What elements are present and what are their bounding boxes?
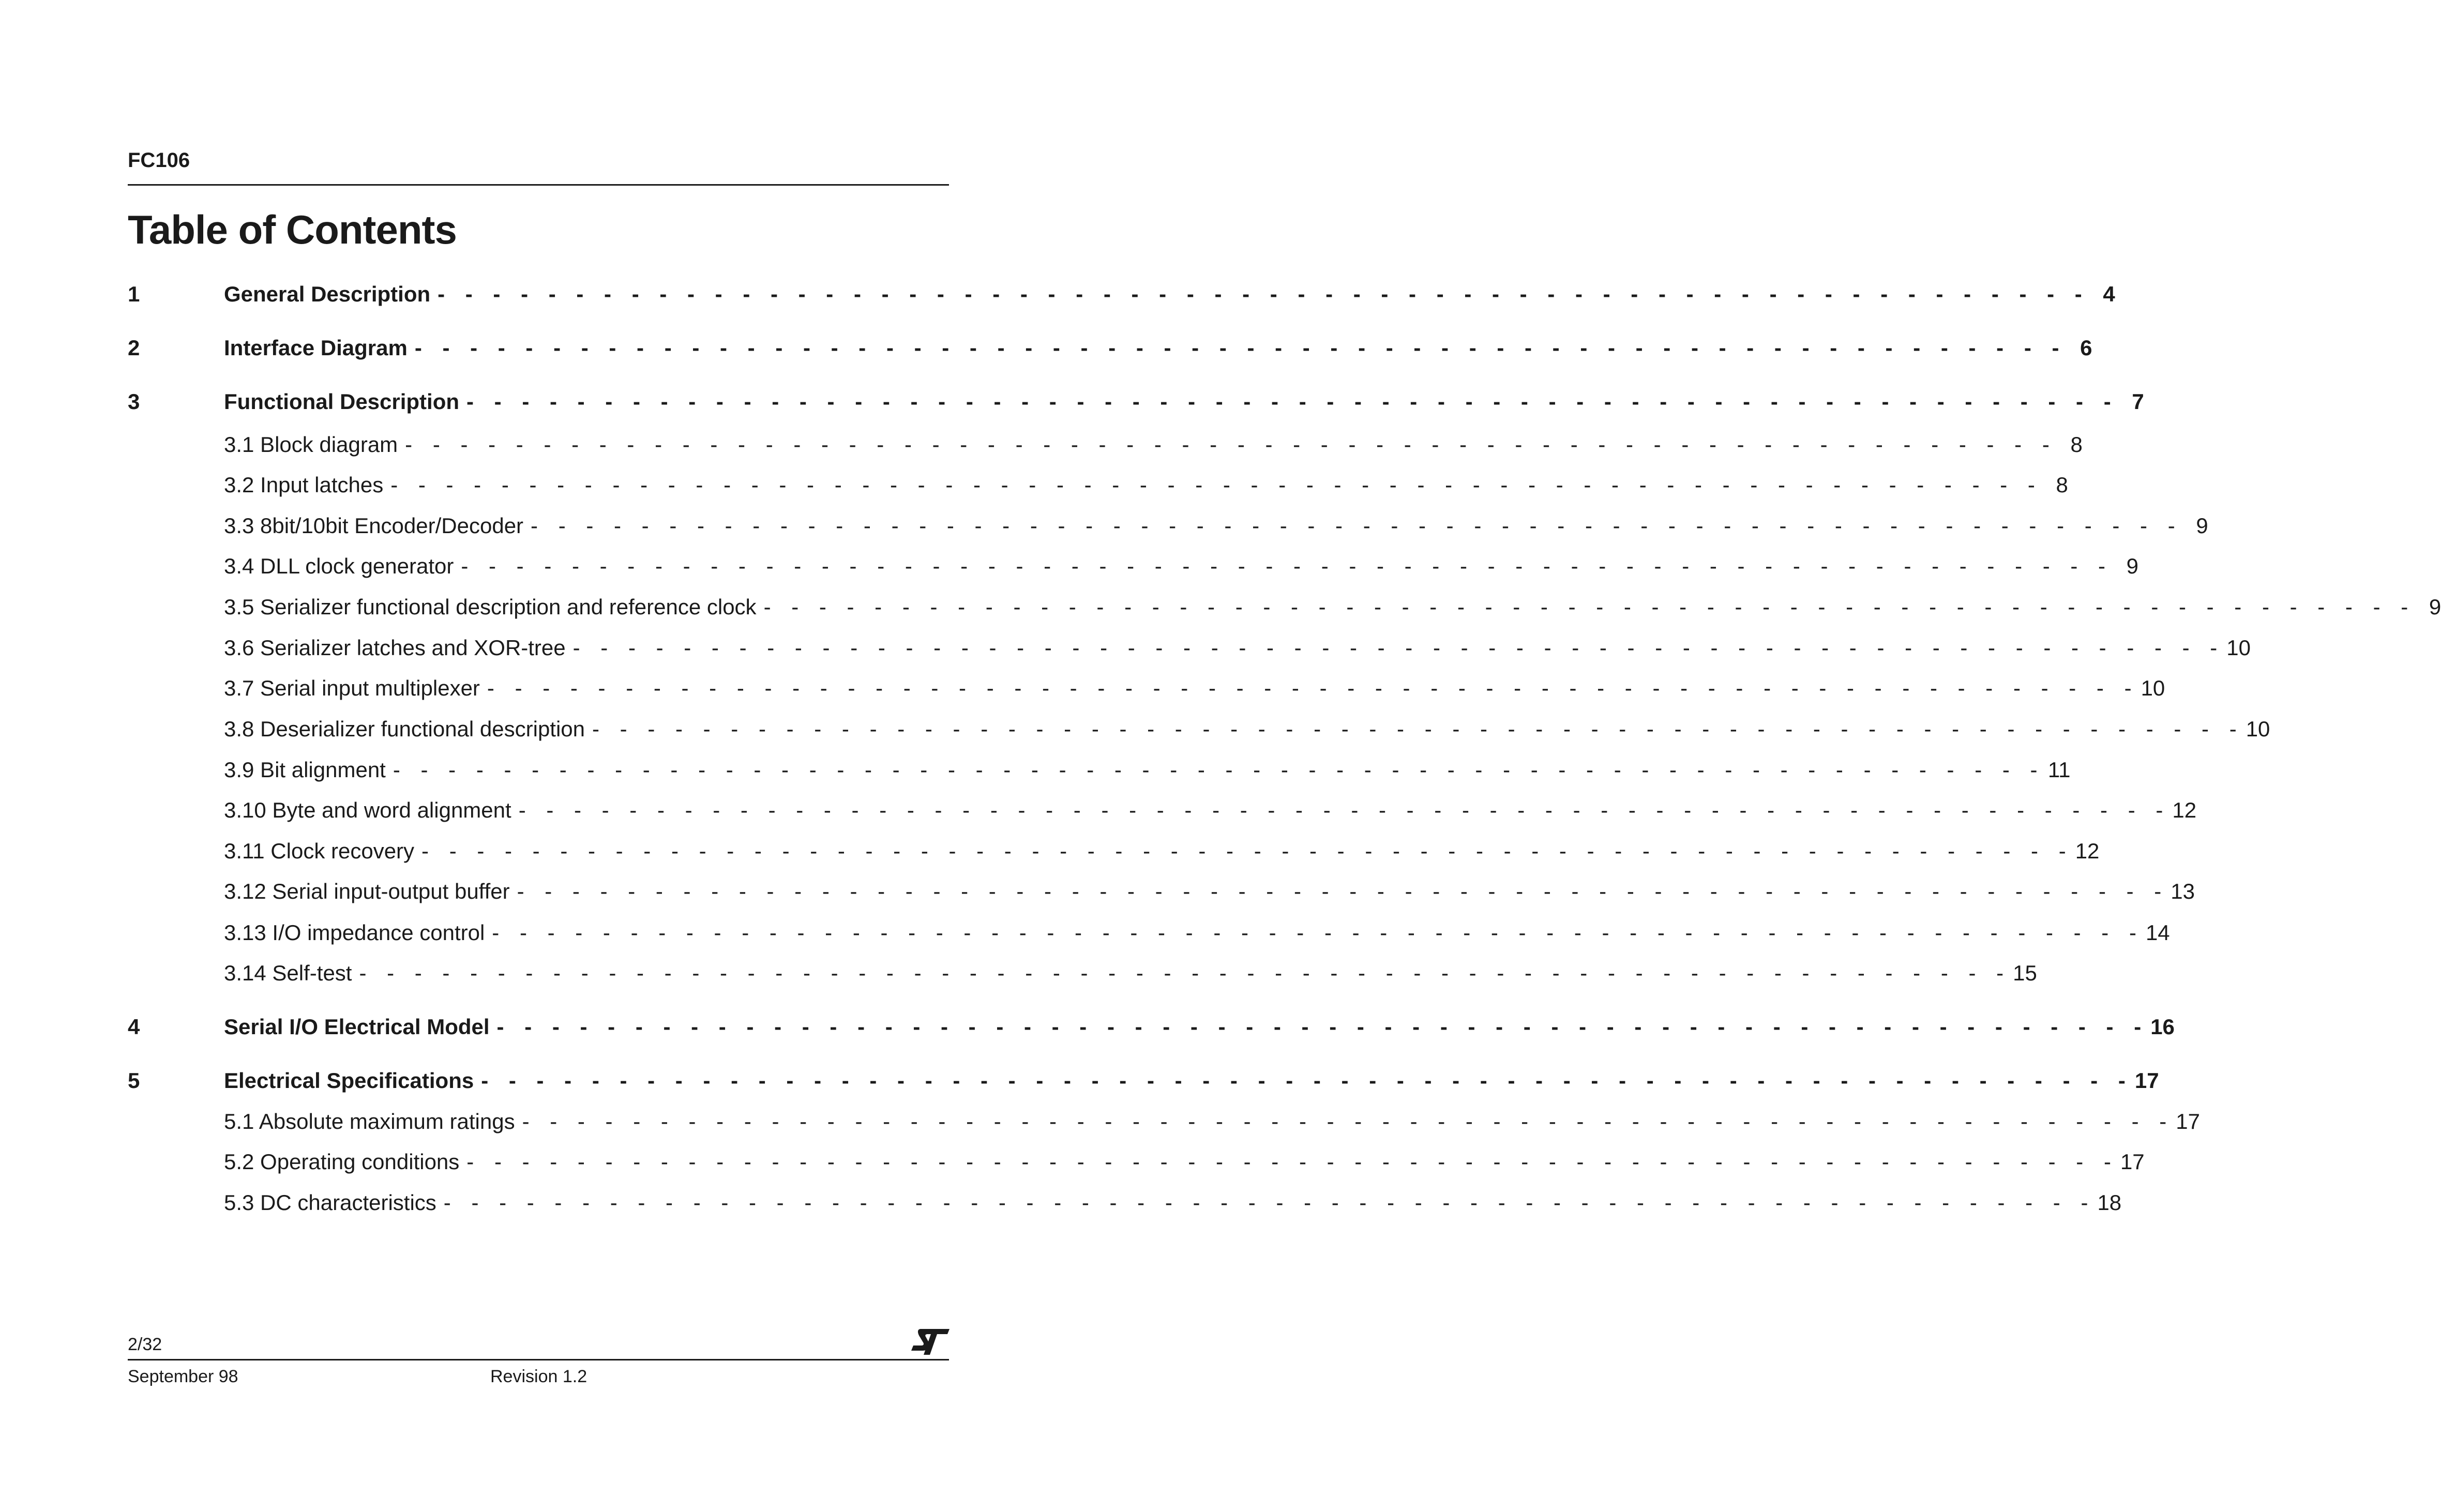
toc-page-number: 12 (2075, 839, 2100, 863)
toc-entry (224, 675, 2165, 702)
toc-title: 3.12 Serial input-output buffer (224, 879, 510, 903)
toc-page-number: 14 (2145, 920, 2170, 945)
toc-page-number: 8 (2056, 473, 2068, 497)
toc-section-row[interactable] (128, 1108, 2200, 1135)
header-rule (128, 184, 949, 186)
toc-section-row[interactable] (128, 594, 2441, 621)
toc-chapter-row[interactable] (128, 1067, 2159, 1094)
toc-title: 3.1 Block diagram (224, 432, 398, 457)
toc-section-row[interactable] (128, 838, 2100, 865)
toc-entry (224, 388, 2144, 415)
toc-section-row[interactable] (128, 472, 2068, 498)
toc-page-number: 18 (2097, 1190, 2122, 1215)
toc-section-row[interactable] (128, 1148, 2145, 1175)
toc-leader: - - - - - - - - - - - - - - - - - - - - - - - - - - - - - - - - - - - - - - - - - - - - - - - - - - - - - - - - - - - - (522, 1109, 2174, 1133)
toc-entry (224, 512, 2208, 539)
toc-page-number: 11 (2047, 758, 2071, 782)
toc-page-number: 12 (2172, 798, 2197, 822)
toc-leader: - - - - - - - - - - - - - - - - - - - - - - - - - - - - - - - - - - - - - - - - - - - - - - - - - - - - - - - - - - - - (517, 879, 2169, 903)
toc-leader: - - - - - - - - - - - - - - - - - - - - - - - - - - - - - - - - - - - - - - - - - - - - - - - - - - - - - - - - - - - - (461, 554, 2113, 578)
toc-number: 5 (128, 1068, 140, 1093)
footer-date: September 98 (128, 1367, 238, 1386)
toc-leader: - - - - - - - - - - - - - - - - - - - - - - - - - - - - - - - - - - - - - - - - - - - - - - - - - - - - - - - - - - - - (359, 961, 2011, 985)
toc-page-number: 17 (2120, 1150, 2145, 1174)
toc-entry (224, 960, 2037, 987)
page-title: Table of Contents (128, 207, 457, 252)
toc-page-number: 15 (2013, 961, 2037, 985)
toc-entry (224, 1108, 2200, 1135)
toc-title: 3.2 Input latches (224, 473, 384, 497)
toc-leader: - - - - - - - - - - - - - - - - - - - - - - - - - - - - - - - - - - - - - - - - - - - - - - - - - - - - - - - - - - - - (481, 1068, 2133, 1093)
toc-leader: - - - - - - - - - - - - - - - - - - - - - - - - - - - - - - - - - - - - - - - - - - - - - - - - - - - - - - - - - - - - (438, 282, 2089, 306)
toc-page-number: 16 (2150, 1015, 2175, 1039)
document-id: FC106 (128, 149, 190, 172)
toc-section-row[interactable] (128, 757, 2071, 783)
toc-entry (224, 919, 2170, 946)
toc-section-row[interactable] (128, 553, 2139, 580)
toc-entry (224, 757, 2071, 783)
toc-leader: - - - - - - - - - - - - - - - - - - - - - - - - - - - - - - - - - - - - - - - - - - - - - - - - - - - - - - - - - - - - (421, 839, 2073, 863)
toc-entry (224, 594, 2441, 621)
toc-page-number: 7 (2132, 389, 2144, 414)
toc-entry (224, 634, 2251, 661)
toc-leader: - - - - - - - - - - - - - - - - - - - - - - - - - - - - - - - - - - - - - - - - - - - - - - - - - - - - - - - - - - - - (492, 920, 2144, 945)
toc-title: 3.5 Serializer functional description and reference clock (224, 595, 757, 619)
toc-entry (224, 1067, 2159, 1094)
toc-number: 2 (128, 336, 140, 360)
toc-leader: - - - - - - - - - - - - - - - - - - - - - - - - - - - - - - - - - - - - - - - - - - - - - - - - - - - - - - - - - - - - (592, 717, 2244, 741)
toc-title: 3.7 Serial input multiplexer (224, 676, 480, 700)
toc-page-number: 17 (2134, 1068, 2159, 1093)
toc-number: 3 (128, 389, 140, 414)
toc-title: General Description (224, 282, 431, 306)
toc-page-number: 9 (2126, 554, 2139, 578)
toc-title: 3.4 DLL clock generator (224, 554, 454, 578)
toc-page-number: 9 (2196, 513, 2208, 538)
toc-number: 1 (128, 282, 140, 306)
toc-title: 3.14 Self-test (224, 961, 352, 985)
toc-leader: - - - - - - - - - - - - - - - - - - - - - - - - - - - - - - - - - - - - - - - - - - - - - - - - - - - - - - - - - - - - (390, 473, 2042, 497)
toc-leader: - - - - - - - - - - - - - - - - - - - - - - - - - - - - - - - - - - - - - - - - - - - - - - - - - - - - - - - - - - - - (496, 1015, 2149, 1039)
toc-entry (224, 553, 2139, 580)
footer-revision: Revision 1.2 (490, 1367, 587, 1386)
footer-page-number: 2/32 (128, 1335, 162, 1354)
toc-leader: - - - - - - - - - - - - - - - - - - - - - - - - - - - - - - - - - - - - - - - - - - - - - - - - - - - - - - - - - - - - (763, 595, 2416, 619)
toc-page-number: 9 (2429, 595, 2441, 619)
toc-leader: - - - - - - - - - - - - - - - - - - - - - - - - - - - - - - - - - - - - - - - - - - - - - - - - - - - - - - - - - - - - (393, 758, 2045, 782)
toc-leader: - - - - - - - - - - - - - - - - - - - - - - - - - - - - - - - - - - - - - - - - - - - - - - - - - - - - - - - - - - - - (443, 1190, 2096, 1215)
toc-chapter-row[interactable] (128, 281, 2115, 308)
toc-section-row[interactable] (128, 797, 2197, 824)
toc-section-row[interactable] (128, 878, 2195, 905)
toc-section-row[interactable] (128, 716, 2270, 743)
toc-section-row[interactable] (128, 960, 2037, 987)
toc-section-row[interactable] (128, 634, 2251, 661)
toc-leader: - - - - - - - - - - - - - - - - - - - - - - - - - - - - - - - - - - - - - - - - - - - - - - - - - - - - - - - - - - - - (572, 636, 2225, 660)
toc-page-number: 13 (2171, 879, 2195, 903)
toc-leader: - - - - - - - - - - - - - - - - - - - - - - - - - - - - - - - - - - - - - - - - - - - - - - - - - - - - - - - - - - - - (405, 432, 2057, 457)
toc-leader: - - - - - - - - - - - - - - - - - - - - - - - - - - - - - - - - - - - - - - - - - - - - - - - - - - - - - - - - - - - - (414, 336, 2067, 360)
toc-entry (224, 797, 2197, 824)
toc-title: 3.13 I/O impedance control (224, 920, 485, 945)
toc-title: 3.6 Serializer latches and XOR-tree (224, 636, 566, 660)
toc-entry (224, 716, 2270, 743)
toc-title: Interface Diagram (224, 336, 408, 360)
toc-section-row[interactable] (128, 675, 2165, 702)
toc-entry (224, 431, 2083, 458)
toc-leader: - - - - - - - - - - - - - - - - - - - - - - - - - - - - - - - - - - - - - - - - - - - - - - - - - - - - - - - - - - - - (466, 389, 2118, 414)
toc-entry (224, 838, 2100, 865)
st-logo-icon (910, 1328, 951, 1356)
toc-chapter-row[interactable] (128, 388, 2144, 415)
toc-entry (224, 472, 2068, 498)
toc-title: 5.3 DC characteristics (224, 1190, 436, 1215)
toc-page-number: 17 (2176, 1109, 2200, 1133)
toc-section-row[interactable] (128, 512, 2208, 539)
toc-page-number: 10 (2226, 636, 2251, 660)
toc-page-number: 8 (2070, 432, 2083, 457)
toc-title: Electrical Specifications (224, 1068, 474, 1093)
toc-page-number: 4 (2103, 282, 2115, 306)
toc-leader: - - - - - - - - - - - - - - - - - - - - - - - - - - - - - - - - - - - - - - - - - - - - - - - - - - - - - - - - - - - - (466, 1150, 2118, 1174)
toc-title: Functional Description (224, 389, 460, 414)
toc-leader: - - - - - - - - - - - - - - - - - - - - - - - - - - - - - - - - - - - - - - - - - - - - - - - - - - - - - - - - - - - - (531, 513, 2182, 538)
toc-title: 3.8 Deserializer functional description (224, 717, 585, 741)
toc-chapter-row[interactable] (128, 335, 2092, 361)
toc-title: 3.10 Byte and word alignment (224, 798, 511, 822)
toc-section-row[interactable] (128, 919, 2170, 946)
toc-chapter-row[interactable] (128, 1014, 2175, 1040)
toc-entry (224, 1189, 2122, 1216)
toc-page-number: 10 (2141, 676, 2165, 700)
toc-title: Serial I/O Electrical Model (224, 1015, 490, 1039)
toc-entry (224, 1148, 2145, 1175)
toc-number: 4 (128, 1015, 140, 1039)
toc-title: 3.9 Bit alignment (224, 758, 386, 782)
toc-entry (224, 878, 2195, 905)
toc-page-number: 10 (2246, 717, 2270, 741)
toc-title: 3.11 Clock recovery (224, 839, 415, 863)
toc-title: 5.1 Absolute maximum ratings (224, 1109, 515, 1133)
toc-section-row[interactable] (128, 1189, 2122, 1216)
toc-entry (224, 335, 2092, 361)
toc-page-number: 6 (2080, 336, 2092, 360)
toc-leader: - - - - - - - - - - - - - - - - - - - - - - - - - - - - - - - - - - - - - - - - - - - - - - - - - - - - - - - - - - - - (487, 676, 2139, 700)
toc-section-row[interactable] (128, 431, 2083, 458)
footer-rule (128, 1359, 949, 1360)
toc-title: 5.2 Operating conditions (224, 1150, 460, 1174)
toc-entry (224, 1014, 2175, 1040)
toc-entry (224, 281, 2115, 308)
toc-leader: - - - - - - - - - - - - - - - - - - - - - - - - - - - - - - - - - - - - - - - - - - - - - - - - - - - - - - - - - - - - (518, 798, 2171, 822)
toc-title: 3.3 8bit/10bit Encoder/Decoder (224, 513, 524, 538)
